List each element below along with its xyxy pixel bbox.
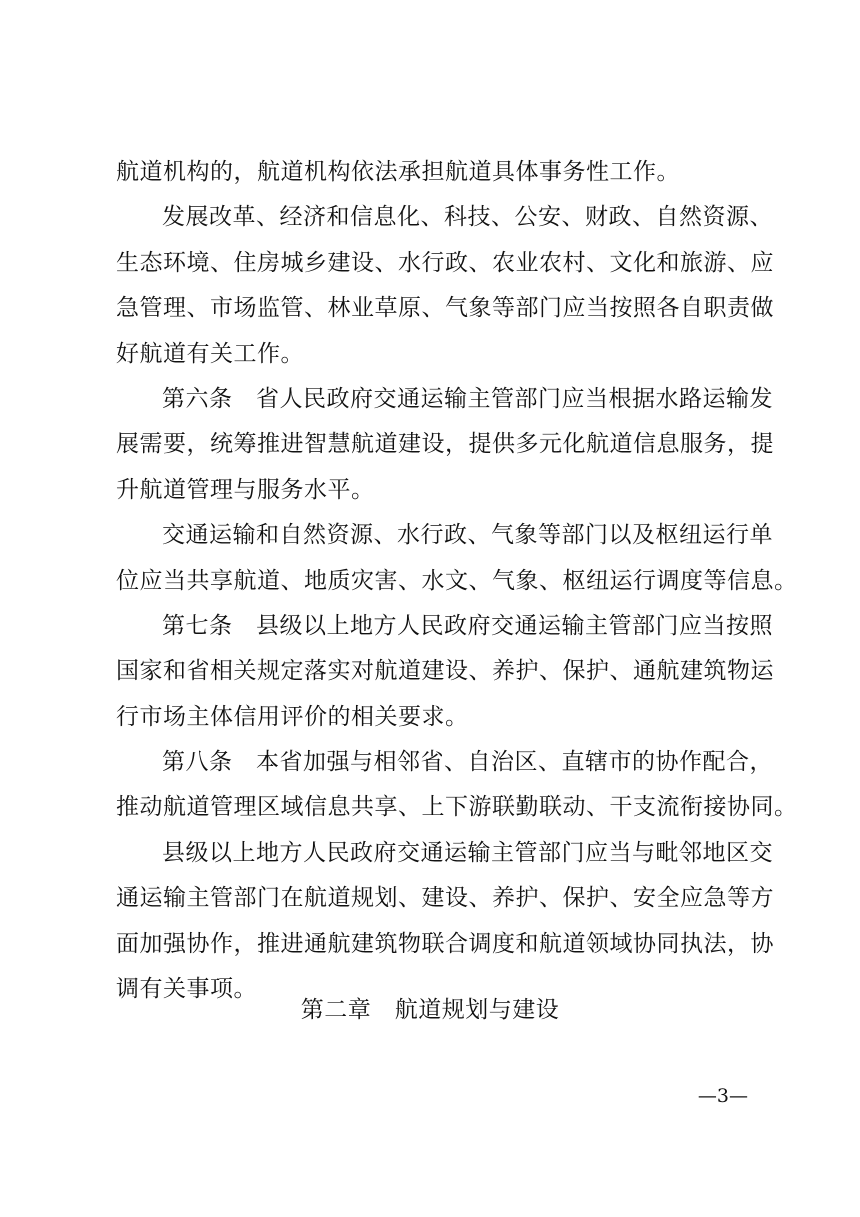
text-line: 好航道有关工作。: [116, 340, 304, 367]
text-line: 展需要，统筹推进智慧航道建设，提供多元化航道信息服务，提: [116, 431, 774, 458]
text-line: 发展改革、经济和信息化、科技、公安、财政、自然资源、: [162, 204, 773, 231]
text-line: 位应当共享航道、地质灾害、水文、气象、枢纽运行调度等信息。: [116, 567, 798, 594]
text-line: 升航道管理与服务水平。: [116, 476, 375, 503]
text-line: 面加强协作，推进通航建筑物联合调度和航道领域协同执法，协: [116, 930, 774, 957]
text-line: 第八条 本省加强与相邻省、自治区、直辖市的协作配合，: [162, 749, 773, 776]
text-line: 推动航道管理区域信息共享、上下游联勤联动、干支流衔接协同。: [116, 794, 798, 821]
text-line: 急管理、市场监管、林业草原、气象等部门应当按照各自职责做: [116, 295, 774, 322]
chapter-heading: 第二章 航道规划与建设: [300, 997, 560, 1023]
text-line: 第七条 县级以上地方人民政府交通运输主管部门应当按照: [162, 612, 773, 639]
page-number: —3—: [697, 1085, 748, 1107]
text-line: 航道机构的，航道机构依法承担航道具体事务性工作。: [116, 159, 680, 185]
text-line: 第六条 省人民政府交通运输主管部门应当根据水路运输发: [162, 385, 773, 412]
text-line: 通运输主管部门在航道规划、建设、养护、保护、安全应急等方: [116, 885, 774, 912]
text-line: 行市场主体信用评价的相关要求。: [116, 703, 469, 730]
text-line: 交通运输和自然资源、水行政、气象等部门以及枢纽运行单: [162, 522, 773, 549]
text-line: 县级以上地方人民政府交通运输主管部门应当与毗邻地区交: [162, 839, 773, 866]
text-line: 调有关事项。: [116, 976, 257, 1003]
text-line: 生态环境、住房城乡建设、水行政、农业农村、文化和旅游、应: [116, 249, 774, 276]
body-text: [116, 150, 798, 1012]
text-line: 国家和省相关规定落实对航道建设、养护、保护、通航建筑物运: [116, 658, 774, 685]
